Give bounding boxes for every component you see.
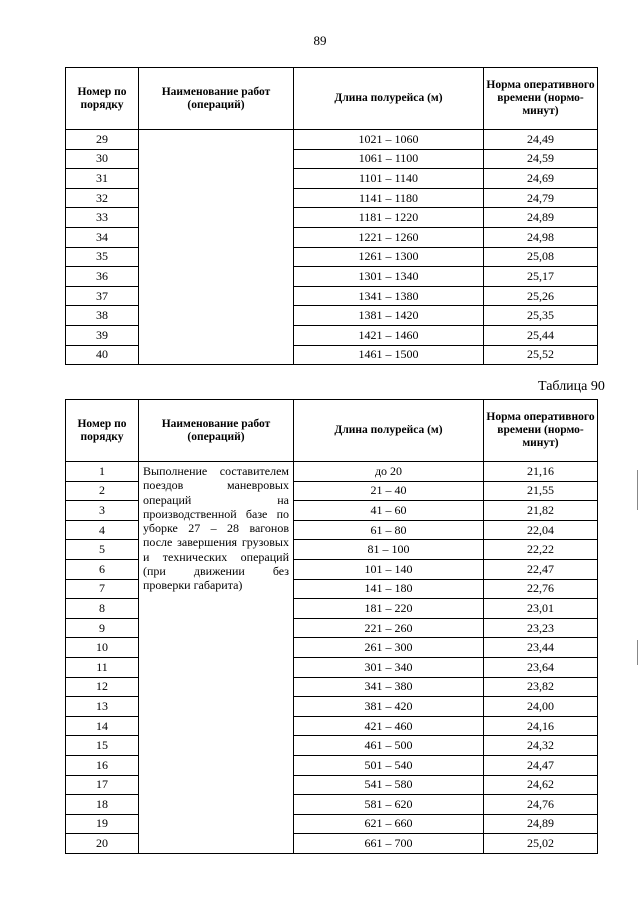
row-number: 13 bbox=[66, 697, 139, 717]
norm-value: 22,76 bbox=[484, 579, 598, 599]
length-range: 1101 – 1140 bbox=[294, 169, 484, 189]
norm-value: 24,79 bbox=[484, 188, 598, 208]
page-number: 89 bbox=[313, 33, 327, 48]
norm-value: 24,69 bbox=[484, 169, 598, 189]
length-range: 661 – 700 bbox=[294, 834, 484, 854]
table-caption: Таблица 90 bbox=[538, 379, 605, 394]
norm-value: 24,32 bbox=[484, 736, 598, 756]
row-number: 16 bbox=[66, 755, 139, 775]
length-range: 1461 – 1500 bbox=[294, 345, 484, 365]
norm-value: 25,52 bbox=[484, 345, 598, 365]
norm-value: 25,26 bbox=[484, 286, 598, 306]
length-range: 1381 – 1420 bbox=[294, 306, 484, 326]
table-row bbox=[66, 130, 598, 150]
header-operation: Наименование работ (операций) bbox=[139, 400, 294, 462]
norm-value: 23,23 bbox=[484, 618, 598, 638]
length-range: 341 – 380 bbox=[294, 677, 484, 697]
row-number: 19 bbox=[66, 814, 139, 834]
length-range: 1181 – 1220 bbox=[294, 208, 484, 228]
header-length: Длина полурейса (м) bbox=[294, 400, 484, 462]
row-number: 34 bbox=[66, 227, 139, 247]
norm-value: 22,47 bbox=[484, 559, 598, 579]
length-range: 461 – 500 bbox=[294, 736, 484, 756]
norm-value: 24,89 bbox=[484, 814, 598, 834]
length-range: 541 – 580 bbox=[294, 775, 484, 795]
length-range: до 20 bbox=[294, 462, 484, 482]
norm-value: 23,82 bbox=[484, 677, 598, 697]
length-range: 261 – 300 bbox=[294, 638, 484, 658]
table-row bbox=[66, 462, 598, 482]
length-range: 421 – 460 bbox=[294, 716, 484, 736]
norm-value: 25,02 bbox=[484, 834, 598, 854]
row-number: 2 bbox=[66, 481, 139, 501]
length-range: 1261 – 1300 bbox=[294, 247, 484, 267]
header-number: Номер по порядку bbox=[66, 68, 139, 130]
scan-margin-mark bbox=[637, 640, 638, 665]
header-number: Номер по порядку bbox=[66, 400, 139, 462]
norm-value: 22,22 bbox=[484, 540, 598, 560]
norm-value: 24,59 bbox=[484, 149, 598, 169]
norm-value: 21,55 bbox=[484, 481, 598, 501]
norm-value: 25,44 bbox=[484, 325, 598, 345]
row-number: 3 bbox=[66, 501, 139, 521]
norm-value: 23,01 bbox=[484, 599, 598, 619]
row-number: 40 bbox=[66, 345, 139, 365]
norm-value: 24,89 bbox=[484, 208, 598, 228]
length-range: 181 – 220 bbox=[294, 599, 484, 619]
row-number: 20 bbox=[66, 834, 139, 854]
row-number: 29 bbox=[66, 130, 139, 150]
row-number: 11 bbox=[66, 657, 139, 677]
header-operation: Наименование работ (операций) bbox=[139, 68, 294, 130]
row-number: 4 bbox=[66, 520, 139, 540]
row-number: 32 bbox=[66, 188, 139, 208]
length-range: 221 – 260 bbox=[294, 618, 484, 638]
norm-value: 24,98 bbox=[484, 227, 598, 247]
length-range: 21 – 40 bbox=[294, 481, 484, 501]
norm-value: 24,00 bbox=[484, 697, 598, 717]
length-range: 581 – 620 bbox=[294, 795, 484, 815]
row-number: 12 bbox=[66, 677, 139, 697]
length-range: 1301 – 1340 bbox=[294, 267, 484, 287]
header-norm: Норма оперативного времени (нормо-минут) bbox=[484, 68, 598, 130]
row-number: 6 bbox=[66, 559, 139, 579]
length-range: 101 – 140 bbox=[294, 559, 484, 579]
norm-value: 21,82 bbox=[484, 501, 598, 521]
operation-description bbox=[139, 130, 294, 365]
norm-value: 25,17 bbox=[484, 267, 598, 287]
norm-value: 23,64 bbox=[484, 657, 598, 677]
row-number: 35 bbox=[66, 247, 139, 267]
norm-value: 23,44 bbox=[484, 638, 598, 658]
row-number: 9 bbox=[66, 618, 139, 638]
norm-value: 24,16 bbox=[484, 716, 598, 736]
header-norm: Норма оперативного времени (нормо-минут) bbox=[484, 400, 598, 462]
row-number: 39 bbox=[66, 325, 139, 345]
row-number: 17 bbox=[66, 775, 139, 795]
scan-margin-mark bbox=[637, 470, 638, 510]
row-number: 38 bbox=[66, 306, 139, 326]
row-number: 14 bbox=[66, 716, 139, 736]
length-range: 81 – 100 bbox=[294, 540, 484, 560]
norm-value: 24,47 bbox=[484, 755, 598, 775]
length-range: 1341 – 1380 bbox=[294, 286, 484, 306]
norm-value: 21,16 bbox=[484, 462, 598, 482]
norms-table-continued bbox=[65, 67, 598, 365]
norm-value: 25,35 bbox=[484, 306, 598, 326]
row-number: 1 bbox=[66, 462, 139, 482]
length-range: 1421 – 1460 bbox=[294, 325, 484, 345]
length-range: 621 – 660 bbox=[294, 814, 484, 834]
length-range: 141 – 180 bbox=[294, 579, 484, 599]
table-header-row bbox=[66, 400, 598, 462]
length-range: 1141 – 1180 bbox=[294, 188, 484, 208]
header-length: Длина полурейса (м) bbox=[294, 68, 484, 130]
length-range: 41 – 60 bbox=[294, 501, 484, 521]
length-range: 381 – 420 bbox=[294, 697, 484, 717]
row-number: 30 bbox=[66, 149, 139, 169]
norm-value: 24,62 bbox=[484, 775, 598, 795]
norm-value: 24,49 bbox=[484, 130, 598, 150]
length-range: 1061 – 1100 bbox=[294, 149, 484, 169]
table-header-row bbox=[66, 68, 598, 130]
row-number: 37 bbox=[66, 286, 139, 306]
length-range: 61 – 80 bbox=[294, 520, 484, 540]
norm-value: 25,08 bbox=[484, 247, 598, 267]
length-range: 501 – 540 bbox=[294, 755, 484, 775]
row-number: 31 bbox=[66, 169, 139, 189]
row-number: 8 bbox=[66, 599, 139, 619]
length-range: 1021 – 1060 bbox=[294, 130, 484, 150]
row-number: 15 bbox=[66, 736, 139, 756]
norms-table-90 bbox=[65, 399, 598, 854]
length-range: 1221 – 1260 bbox=[294, 227, 484, 247]
norm-value: 24,76 bbox=[484, 795, 598, 815]
row-number: 36 bbox=[66, 267, 139, 287]
row-number: 33 bbox=[66, 208, 139, 228]
norm-value: 22,04 bbox=[484, 520, 598, 540]
row-number: 5 bbox=[66, 540, 139, 560]
length-range: 301 – 340 bbox=[294, 657, 484, 677]
row-number: 18 bbox=[66, 795, 139, 815]
row-number: 10 bbox=[66, 638, 139, 658]
row-number: 7 bbox=[66, 579, 139, 599]
operation-description: Выполнение составителем поездов маневровых операций на производственной базе по уборке 27 – 28 вагонов после завершения грузовых и технических операций (при движении без проверки габарита) bbox=[139, 462, 294, 854]
